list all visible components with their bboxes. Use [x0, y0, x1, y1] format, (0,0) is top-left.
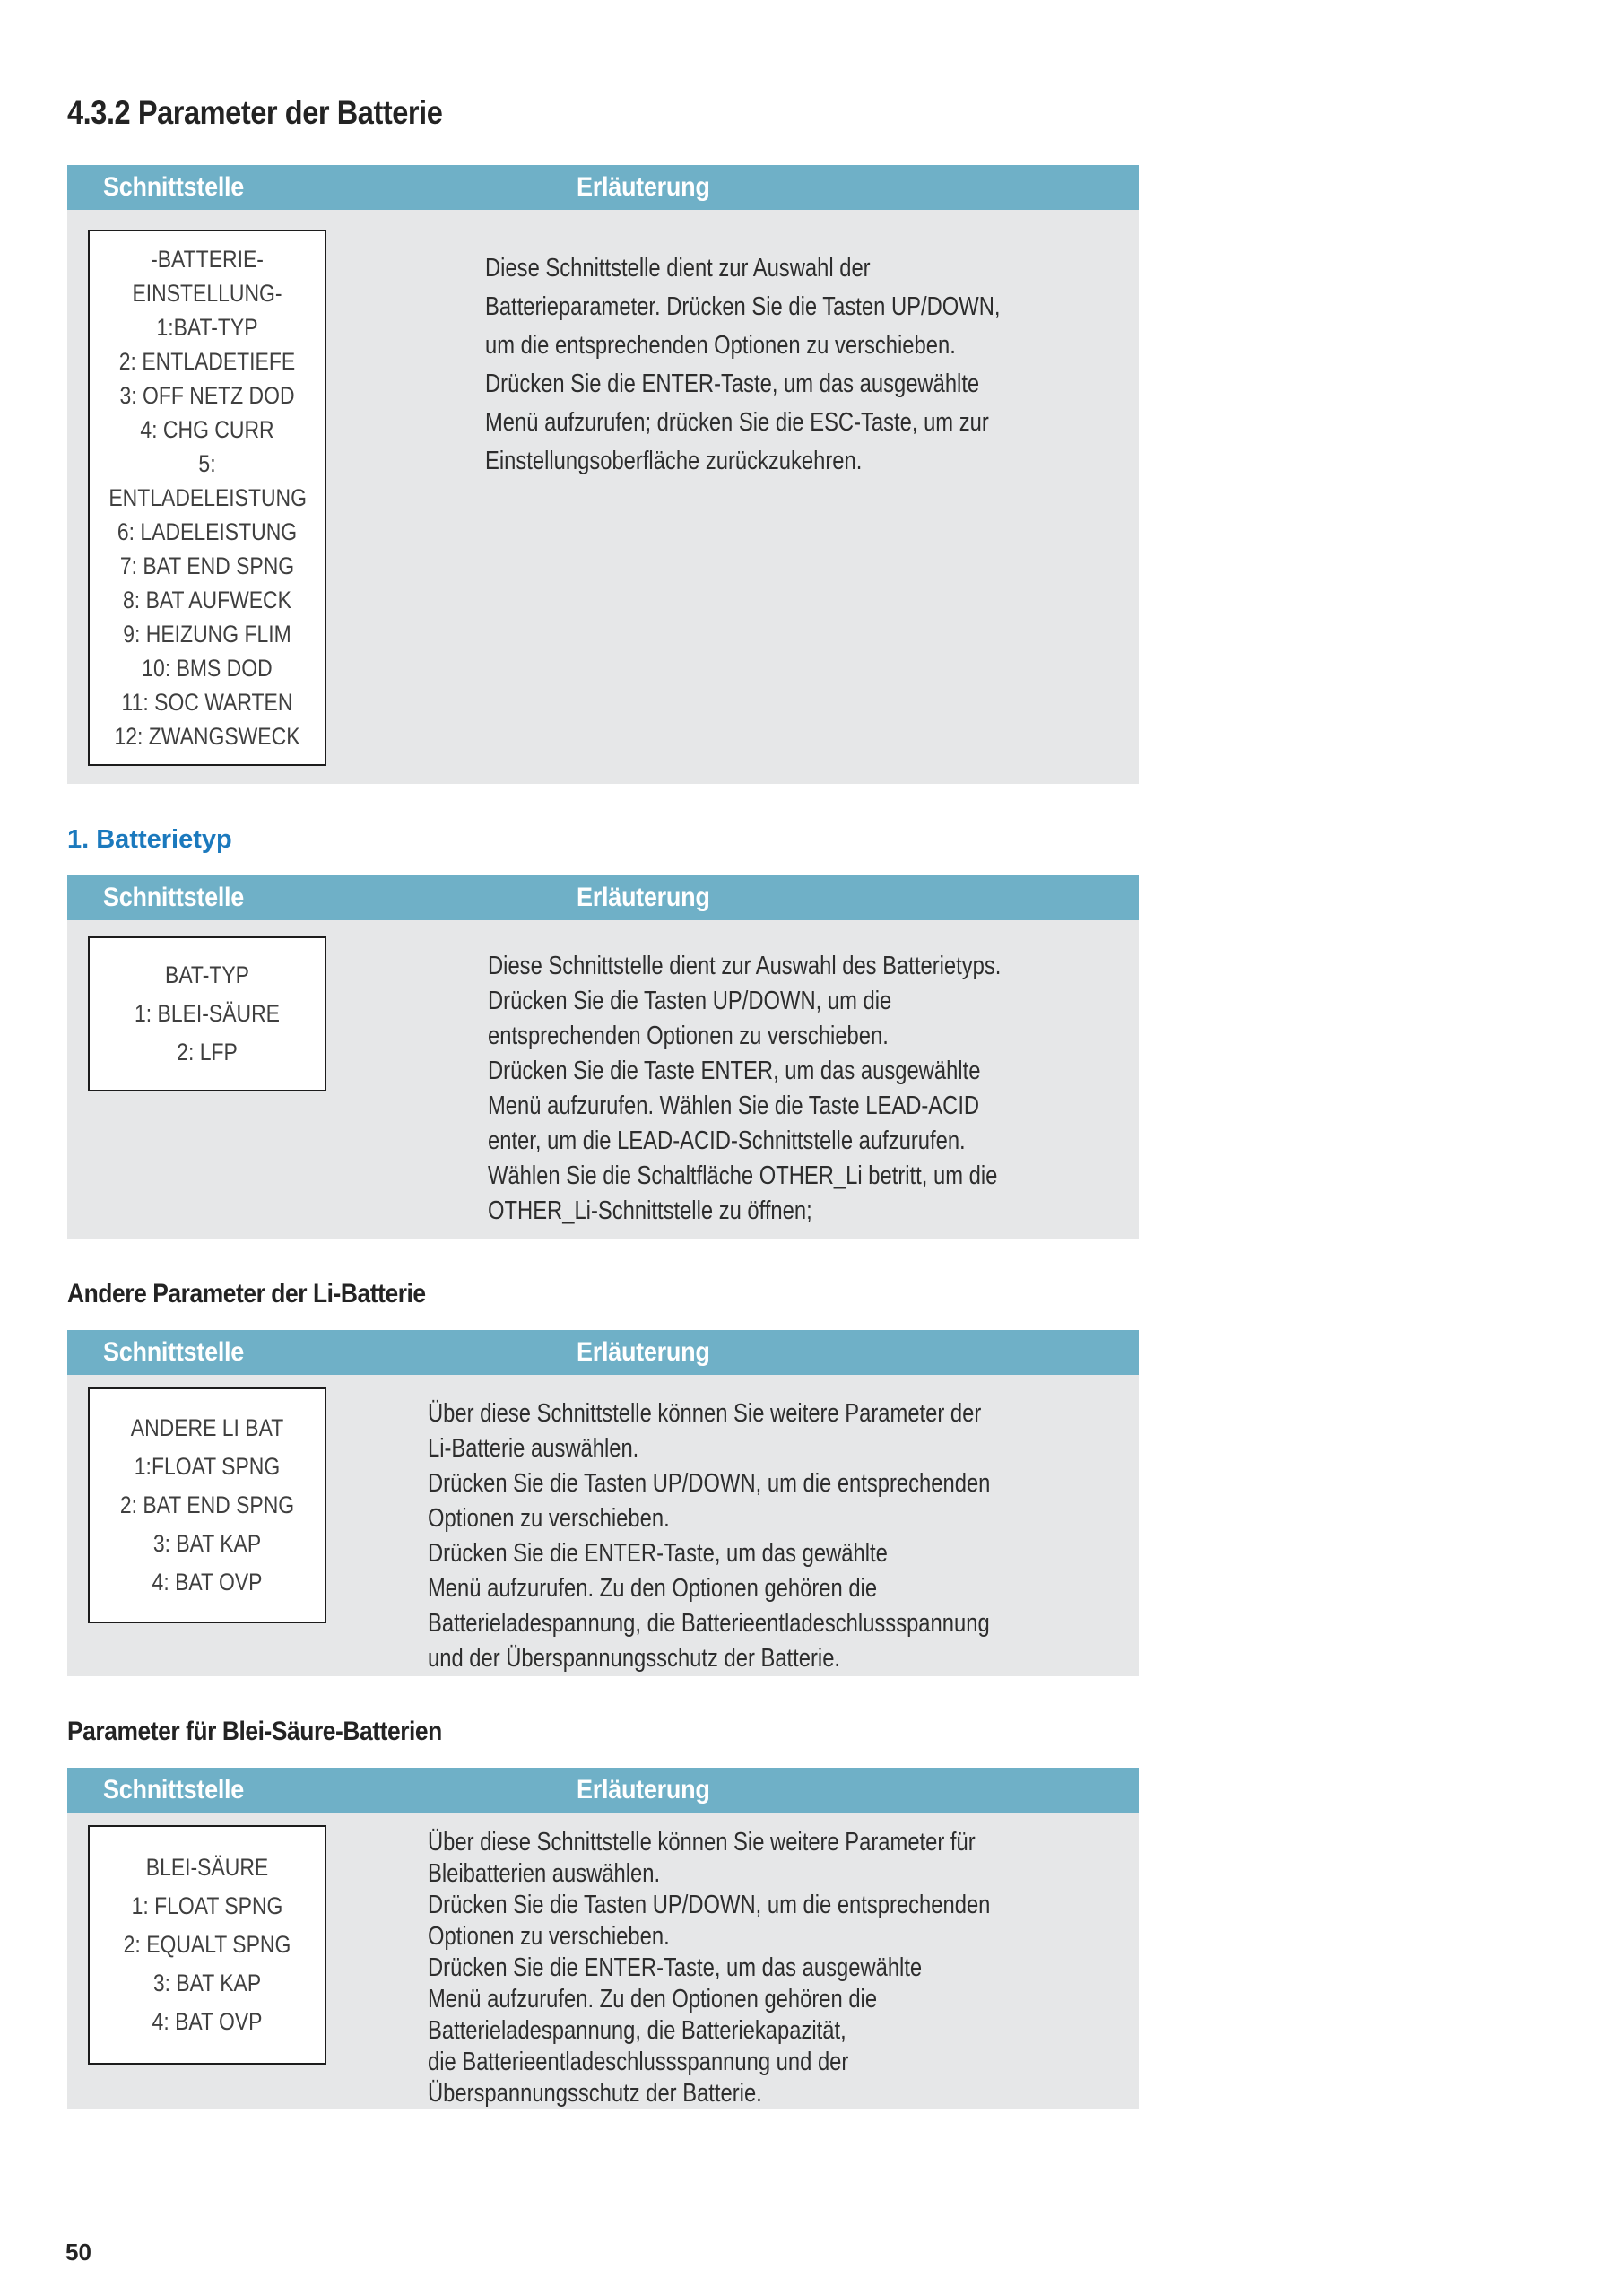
text-line: Drücken Sie die ENTER-Taste, um das gewählte — [427, 1539, 888, 1568]
text-line: 7: BAT END SPNG — [119, 552, 295, 579]
menu-box-lines — [108, 1389, 308, 1622]
explanation-text — [485, 210, 1020, 784]
table-header-row — [67, 165, 1139, 210]
text-line: und der Überspannungsschutz der Batterie. — [427, 1644, 840, 1673]
explanation-text — [428, 1813, 1011, 2109]
page-title: 4.3.2 Parameter der Batterie — [67, 94, 443, 131]
text-line: Menü aufzurufen; drücken Sie die ESC-Taste, um zur — [485, 408, 990, 437]
text-line: Drücken Sie die ENTER-Taste, um das ausgewählte — [485, 370, 980, 398]
text-line: 2: LFP — [177, 1039, 238, 1065]
text-line: 1:BAT-TYP — [156, 314, 258, 341]
lcd-menu-box-bat-typ — [88, 936, 326, 1091]
text-line: OTHER_Li-Schnittstelle zu öffnen; — [488, 1196, 812, 1225]
text-line: Drücken Sie die Tasten UP/DOWN, um die entsprechenden — [427, 1469, 991, 1498]
lcd-menu-box-andere-li-bat — [88, 1387, 326, 1623]
lcd-menu-box-blei-saeure — [88, 1825, 326, 2065]
table-batterietyp — [67, 875, 1139, 1239]
text-line: Drücken Sie die Tasten UP/DOWN, um die — [488, 987, 892, 1015]
text-line: 5: ENTLADELEISTUNG — [108, 450, 307, 511]
page-content — [67, 0, 1139, 2109]
text-line: 2: ENTLADETIEFE — [118, 348, 296, 375]
menu-box-lines — [108, 1827, 308, 2063]
text-line: 3: BAT KAP — [152, 1970, 262, 1996]
text-line: Menü aufzurufen. Wählen Sie die Taste LEAD-ACID — [488, 1091, 980, 1120]
text-line: Diese Schnittstelle dient zur Auswahl der — [485, 254, 871, 283]
text-line: Drücken Sie die Taste ENTER, um das ausgewählte — [488, 1057, 981, 1085]
explanation-text — [488, 920, 1021, 1239]
text-line: 1: FLOAT SPNG — [131, 1892, 283, 1919]
text-line: Optionen zu verschieben. — [427, 1504, 670, 1533]
text-line: Li-Batterie auswählen. — [427, 1434, 639, 1463]
explanation-text — [428, 1375, 1011, 1676]
section-heading-batterietyp: 1. Batterietyp — [67, 825, 232, 854]
text-line: Drücken Sie die ENTER-Taste, um das ausgewählte — [427, 1953, 923, 1982]
text-line: 4: CHG CURR — [140, 416, 274, 443]
page-number: 50 — [65, 2239, 91, 2266]
column-header-erlaeuterung: Erläuterung — [577, 883, 710, 912]
text-line: ANDERE LI BAT — [130, 1414, 284, 1441]
table-header-row — [67, 875, 1139, 920]
text-line: 2: BAT END SPNG — [119, 1492, 295, 1518]
text-line: Batterieladespannung, die Batterieentladeschlussspannung — [427, 1609, 990, 1638]
text-line: 6: LADELEISTUNG — [117, 518, 298, 545]
column-header-schnittstelle: Schnittstelle — [103, 172, 245, 202]
text-line: 3: OFF NETZ DOD — [119, 382, 295, 409]
text-line: die Batterieentladeschlussspannung und der — [427, 2048, 849, 2076]
text-line: Batterieparameter. Drücken Sie die Tasten UP/DOWN, — [485, 292, 1001, 321]
text-line: Über diese Schnittstelle können Sie weitere Parameter der — [427, 1399, 982, 1428]
text-line: 4: BAT OVP — [152, 1569, 263, 1596]
table-body-row — [67, 920, 1139, 1239]
text-line: 2: EQUALT SPNG — [123, 1931, 291, 1958]
column-header-schnittstelle: Schnittstelle — [103, 1775, 245, 1805]
text-line: Überspannungsschutz der Batterie. — [427, 2079, 762, 2108]
text-line: 4: BAT OVP — [152, 2008, 263, 2035]
text-line: Optionen zu verschieben. — [427, 1922, 670, 1951]
text-line: 9: HEIZUNG FLIM — [123, 621, 291, 648]
text-line: 12: ZWANGSWECK — [114, 723, 300, 750]
table-batterie-parameter — [67, 165, 1139, 784]
text-line: 10: BMS DOD — [142, 655, 273, 682]
section-heading-blei-saeure: Parameter für Blei-Säure-Batterien — [67, 1717, 442, 1746]
column-header-erlaeuterung: Erläuterung — [577, 172, 710, 202]
table-body-row — [67, 1375, 1139, 1676]
text-line: BAT-TYP — [165, 961, 249, 988]
text-line: 1: BLEI-SÄURE — [134, 1000, 280, 1027]
table-body-row — [67, 1813, 1139, 2109]
lcd-menu-box-batterie-einstellung — [88, 230, 326, 766]
column-header-erlaeuterung: Erläuterung — [577, 1775, 710, 1805]
column-header-schnittstelle: Schnittstelle — [103, 1337, 245, 1367]
text-line: 1:FLOAT SPNG — [134, 1453, 281, 1480]
text-line: entsprechenden Optionen zu verschieben. — [488, 1022, 889, 1050]
text-line: Menü aufzurufen. Zu den Optionen gehören die — [427, 1985, 877, 2013]
section-heading-li-batterie: Andere Parameter der Li-Batterie — [67, 1279, 426, 1309]
text-line: Einstellungsoberfläche zurückzukehren. — [485, 447, 863, 475]
text-line: 8: BAT AUFWECK — [123, 587, 291, 613]
table-li-batterie — [67, 1330, 1139, 1676]
text-line: Menü aufzurufen. Zu den Optionen gehören die — [427, 1574, 877, 1603]
text-line: Diese Schnittstelle dient zur Auswahl des Batterietyps. — [488, 952, 1002, 980]
table-blei-saeure — [67, 1768, 1139, 2109]
text-line: BLEI-SÄURE — [145, 1854, 269, 1881]
text-line: enter, um die LEAD-ACID-Schnittstelle aufzurufen. — [488, 1126, 966, 1155]
table-header-row — [67, 1330, 1139, 1375]
text-line: um die entsprechenden Optionen zu verschieben. — [485, 331, 957, 360]
column-header-erlaeuterung: Erläuterung — [577, 1337, 710, 1367]
text-line: Wählen Sie die Schaltfläche OTHER_Li betritt, um die — [488, 1161, 998, 1190]
table-header-row — [67, 1768, 1139, 1813]
text-line: -BATTERIE-EINSTELLUNG- — [132, 246, 282, 307]
text-line: Bleibatterien auswählen. — [427, 1859, 660, 1888]
table-body-row — [67, 210, 1139, 784]
menu-box-lines — [108, 231, 308, 764]
text-line: Batterieladespannung, die Batteriekapazität, — [427, 2016, 846, 2045]
menu-box-lines — [108, 938, 308, 1090]
text-line: Drücken Sie die Tasten UP/DOWN, um die entsprechenden — [427, 1891, 991, 1919]
text-line: 3: BAT KAP — [152, 1530, 262, 1557]
column-header-schnittstelle: Schnittstelle — [103, 883, 245, 912]
text-line: 11: SOC WARTEN — [121, 689, 293, 716]
text-line: Über diese Schnittstelle können Sie weitere Parameter für — [427, 1828, 976, 1857]
